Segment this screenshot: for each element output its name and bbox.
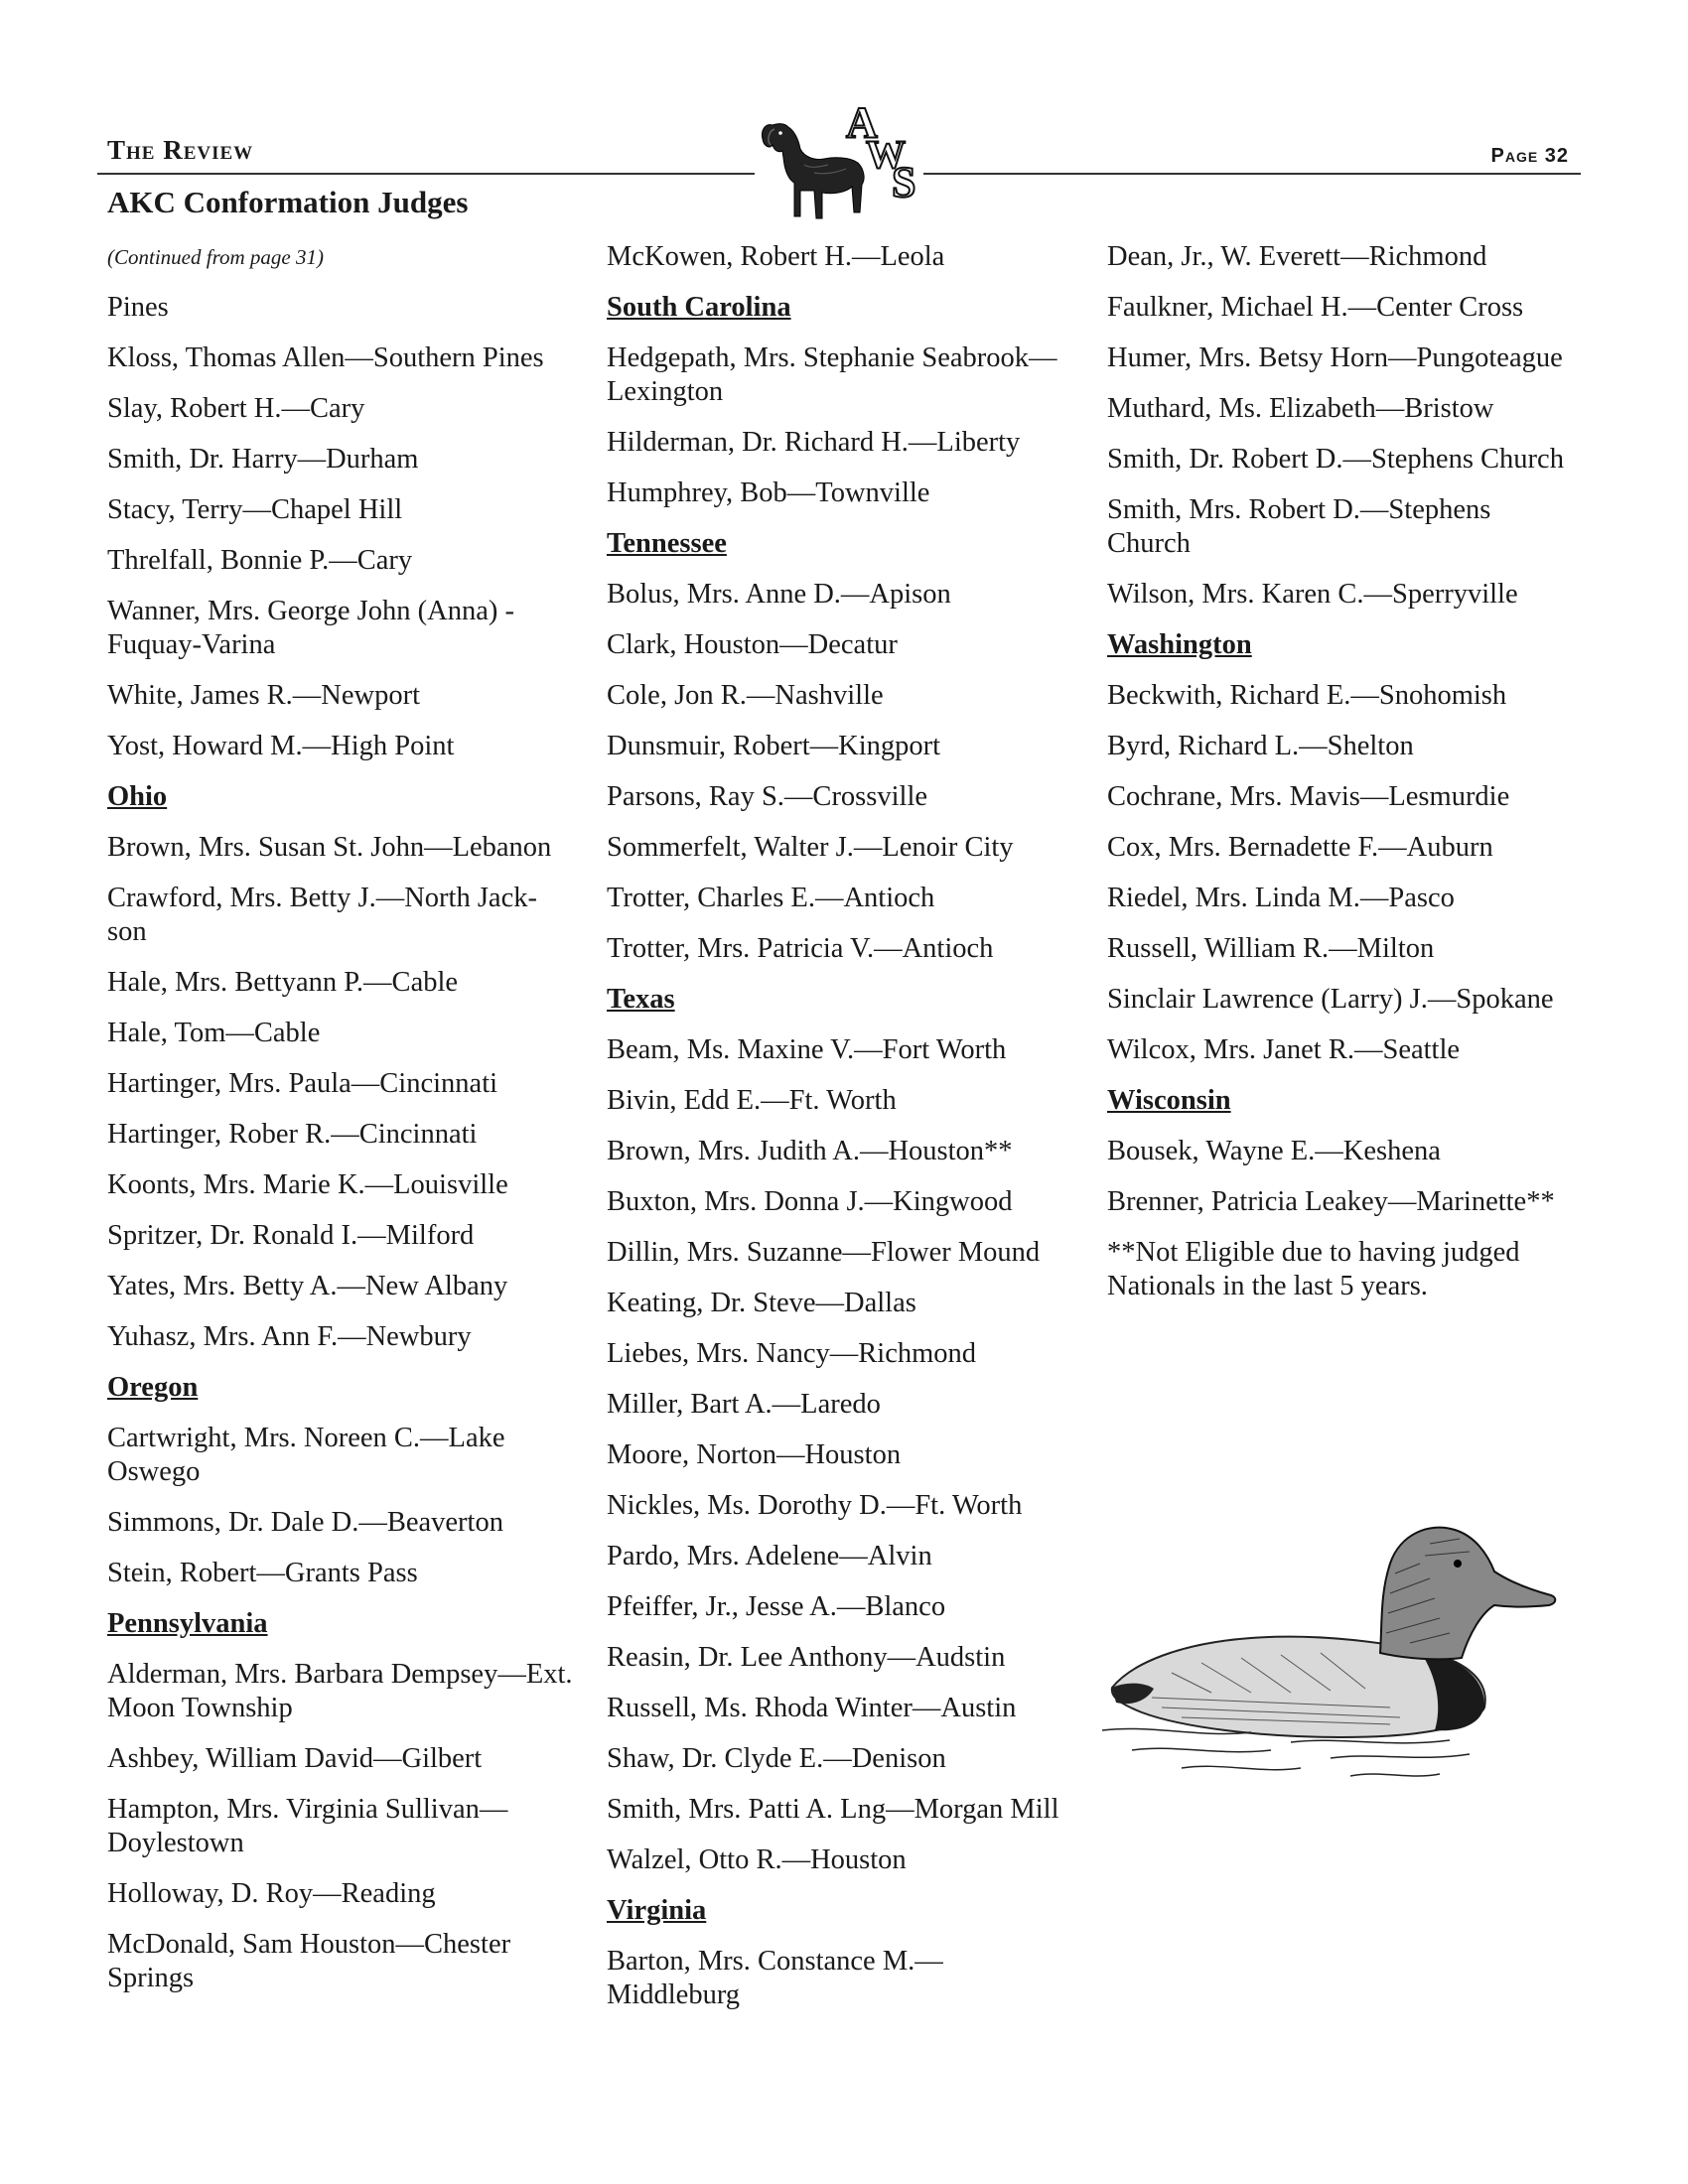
judge-entry: Stein, Robert—Grants Pass [107,1558,418,1588]
logo-letters: A [846,98,878,147]
judge-entry: Barton, Mrs. Constance M.—Middleburg [607,1946,943,2010]
judge-entry: Hartinger, Rober R.—Cincinnati [107,1119,478,1150]
judge-entry: Moore, Norton—Houston [607,1439,902,1470]
canvasback-duck-illustration [1092,1494,1589,1792]
state-heading: Oregon [107,1372,199,1403]
continued-note: (Continued from page 31) [107,245,324,269]
judge-entry: Smith, Mrs. Robert D.—Stephens Church [1107,494,1491,559]
state-heading: Pennsylvania [107,1608,268,1639]
judge-entry: **Not Eligible due to having judged Nationals in the last 5 years. [1107,1237,1520,1301]
judge-entry: Trotter, Charles E.—Antioch [607,883,935,913]
judge-entry: Byrd, Richard L.—Shelton [1107,731,1414,761]
judge-entry: Nickles, Ms. Dorothy D.—Ft. Worth [607,1490,1023,1521]
judge-entry: Smith, Dr. Harry—Durham [107,444,419,475]
judge-entry: Smith, Mrs. Patti A. Lng—Morgan Mill [607,1794,1059,1825]
judge-entry: Faulkner, Michael H.—Center Cross [1107,292,1524,323]
judge-entry: Trotter, Mrs. Patricia V.—Antioch [607,933,994,964]
judge-entry: Yuhasz, Mrs. Ann F.—Newbury [107,1321,472,1352]
judge-entry: Yost, Howard M.—High Point [107,731,455,761]
judge-entry: Yates, Mrs. Betty A.—New Albany [107,1271,508,1301]
judge-entry: Wanner, Mrs. George John (Anna) - Fuquay-Varina [107,596,514,660]
judge-entry: Miller, Bart A.—Laredo [607,1389,881,1420]
judge-entry: Humphrey, Bob—Townville [607,478,930,508]
judge-entry: White, James R.—Newport [107,680,421,711]
state-heading: Texas [607,984,675,1015]
judge-entry: Ashbey, William David—Gilbert [107,1743,483,1774]
state-heading: Ohio [107,781,168,812]
judge-entry: Brown, Mrs. Susan St. John—Lebanon [107,832,552,863]
judge-entry: Pfeiffer, Jr., Jesse A.—Blanco [607,1591,946,1622]
judge-entry: Keating, Dr. Steve—Dallas [607,1288,916,1318]
state-heading: Washington [1107,629,1252,660]
judge-entry: Holloway, D. Roy—Reading [107,1878,436,1909]
judge-entry: Dillin, Mrs. Suzanne—Flower Mound [607,1237,1041,1268]
column-1 [107,240,574,2012]
publication-title: The Review [107,135,254,165]
judge-entry: Cochrane, Mrs. Mavis—Lesmurdie [1107,781,1510,812]
judge-entry: Brown, Mrs. Judith A.—Houston** [607,1136,1013,1166]
judge-entry: Pines [107,292,169,323]
judge-entry: Brenner, Patricia Leakey—Marinette** [1107,1186,1555,1217]
judge-entry: Wilcox, Mrs. Janet R.—Seattle [1107,1034,1461,1065]
judge-entry: McDonald, Sam Houston—Chester Springs [107,1929,511,1993]
judge-entry: Cox, Mrs. Bernadette F.—Auburn [1107,832,1493,863]
column-2 [607,240,1073,2029]
state-heading: Virginia [607,1895,707,1926]
judge-entry: Crawford, Mrs. Betty J.—North Jack-son [107,883,537,947]
judge-entry: Hartinger, Mrs. Paula—Cincinnati [107,1068,498,1099]
judge-entry: Sinclair Lawrence (Larry) J.—Spokane [1107,984,1554,1015]
judge-entry: Hilderman, Dr. Richard H.—Liberty [607,427,1021,458]
judge-entry: Simmons, Dr. Dale D.—Beaverton [107,1507,503,1538]
judge-entry: Clark, Houston—Decatur [607,629,898,660]
judge-entry: Bivin, Edd E.—Ft. Worth [607,1085,897,1116]
judge-entry: Parsons, Ray S.—Crossville [607,781,928,812]
judge-entry: McKowen, Robert H.—Leola [607,241,945,272]
judge-entry: Beam, Ms. Maxine V.—Fort Worth [607,1034,1007,1065]
judge-entry: Bolus, Mrs. Anne D.—Apison [607,579,951,610]
state-heading: Wisconsin [1107,1085,1231,1116]
state-heading: South Carolina [607,292,791,323]
judge-entry: Shaw, Dr. Clyde E.—Denison [607,1743,946,1774]
judge-entry: Smith, Dr. Robert D.—Stephens Church [1107,444,1564,475]
judge-entry: Cole, Jon R.—Nashville [607,680,884,711]
judge-entry: Hedgepath, Mrs. Stephanie Seabrook—Lexington [607,342,1057,407]
judge-entry: Riedel, Mrs. Linda M.—Pasco [1107,883,1455,913]
judge-entry: Pardo, Mrs. Adelene—Alvin [607,1541,932,1571]
judge-entry: Reasin, Dr. Lee Anthony—Audstin [607,1642,1006,1673]
judge-entry: Buxton, Mrs. Donna J.—Kingwood [607,1186,1013,1217]
judge-entry: Alderman, Mrs. Barbara Dempsey—Ext. Moon Township [107,1659,573,1723]
judge-entry: Russell, Ms. Rhoda Winter—Austin [607,1693,1017,1723]
judge-entry: Muthard, Ms. Elizabeth—Bristow [1107,393,1494,424]
judge-entry: Humer, Mrs. Betsy Horn—Pungoteague [1107,342,1563,373]
page-title: AKC Conformation Judges [107,185,469,219]
judge-entry: Bousek, Wayne E.—Keshena [1107,1136,1441,1166]
judge-entry: Liebes, Mrs. Nancy—Richmond [607,1338,977,1369]
judge-entry: Koonts, Mrs. Marie K.—Louisville [107,1169,508,1200]
judge-entry: Dean, Jr., W. Everett—Richmond [1107,241,1487,272]
judge-entry: Stacy, Terry—Chapel Hill [107,494,403,525]
judge-entry: Threlfall, Bonnie P.—Cary [107,545,413,576]
judge-entry: Dunsmuir, Robert—Kingport [607,731,941,761]
judge-entry: Sommerfelt, Walter J.—Lenoir City [607,832,1014,863]
judge-entry: Wilson, Mrs. Karen C.—Sperryville [1107,579,1518,610]
judge-entry: Hale, Tom—Cable [107,1018,321,1048]
judge-entry: Russell, William R.—Milton [1107,933,1435,964]
state-heading: Tennessee [607,528,727,559]
judge-entry: Slay, Robert H.—Cary [107,393,365,424]
judge-entry: Hampton, Mrs. Virginia Sullivan—Doylestown [107,1794,508,1858]
page-number: Page 32 [1490,145,1569,167]
duck-icon [1092,1494,1589,1792]
judge-entry: Walzel, Otto R.—Houston [607,1844,907,1875]
judge-entry: Hale, Mrs. Bettyann P.—Cable [107,967,459,998]
column-3 [1107,240,1574,1320]
judge-entry: Kloss, Thomas Allen—Southern Pines [107,342,544,373]
judge-entry: Spritzer, Dr. Ronald I.—Milford [107,1220,475,1251]
judge-entry: Cartwright, Mrs. Noreen C.—Lake Oswego [107,1423,505,1487]
judge-entry: Beckwith, Richard E.—Snohomish [1107,680,1507,711]
aws-dog-logo: A W S [755,95,923,229]
